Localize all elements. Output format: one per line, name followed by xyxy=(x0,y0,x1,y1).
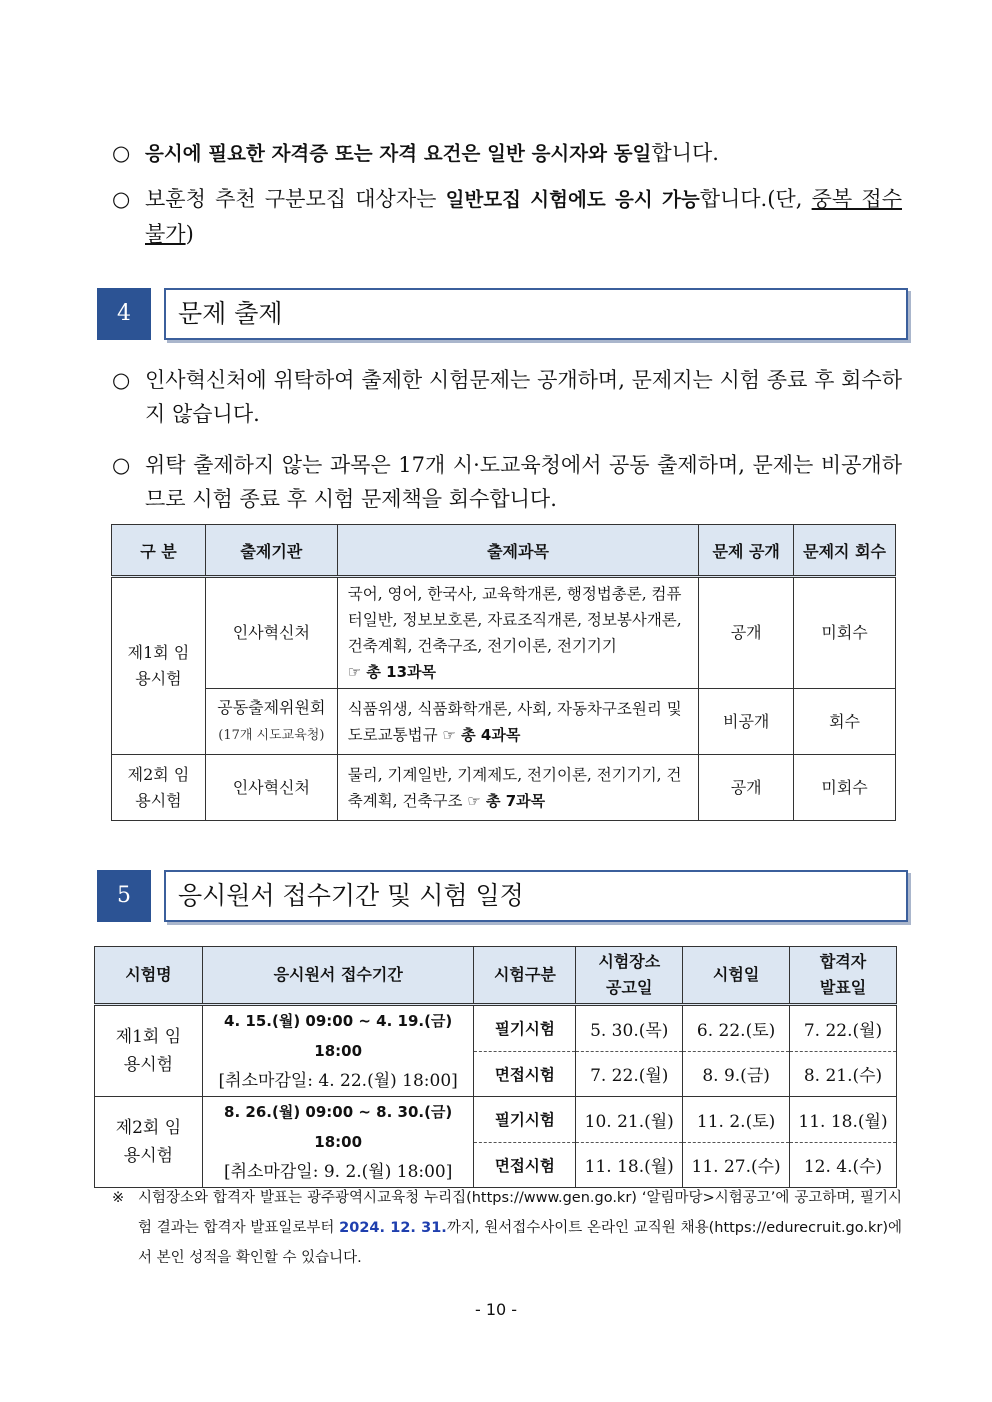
section-title: 응시원서 접수기간 및 시험 일정 xyxy=(164,870,908,922)
subjects-cell: 식품위생, 식품화학개론, 사회, 자동차구조원리 및 도로교통법규 ☞ 총 4과목 xyxy=(337,689,699,755)
question-source-table xyxy=(111,524,896,821)
bullet-public-questions: ○ 인사혁신처에 위탁하여 출제한 시험문제는 공개하며, 문제지는 시험 종료 후 회수하지 않습니다. xyxy=(112,363,902,431)
bullet-joint-questions: ○ 위탁 출제하지 않는 과목은 17개 시·도교육청에서 공동 출제하며, 문제는 비공개하므로 시험 종료 후 시험 문제책을 회수합니다. xyxy=(112,448,902,516)
bullet-mark: ○ xyxy=(112,141,131,165)
round-cell: 제2회 임용시험 xyxy=(112,755,206,821)
org-cell: 인사혁신처 xyxy=(205,755,337,821)
table-header-row: 구 분 출제기관 출제과목 문제 공개 문제지 회수 xyxy=(112,525,896,577)
note-mark: ※ xyxy=(112,1190,125,1206)
exam-name-cell: 제1회 임용시험 xyxy=(95,1005,203,1097)
period-cell: 8. 26.(월) 09:00 ~ 8. 30.(금) 18:00 [취소마감일: 9. 2.(월) 18:00] xyxy=(202,1097,474,1188)
org-cell: 인사혁신처 xyxy=(205,577,337,689)
table-row: 제1회 임용시험 4. 15.(월) 09:00 ~ 4. 19.(금) 18:00 [취소마감일: 4. 22.(월) 18:00] 필기시험 5. 30.(목) 6. 22.(토) 7. 22.(월) xyxy=(95,1005,897,1052)
footnote: ※ 시험장소와 합격자 발표는 광주광역시교육청 누리집(https://www.gen.go.kr) ‘알림마당>시험공고’에 공고하며, 필기시험 결과는 합격자 발표일로부터 2024. 12. 31.까지, 원서접수사이트 온라인 교직원 채용(https://edurecruit.go.kr)에서 본인 성적을 확인할 수 있습니다. xyxy=(112,1183,902,1273)
table-row: 제1회 임용시험 인사혁신처 국어, 영어, 한국사, 교육학개론, 행정법총론, 컴퓨터일반, 정보보호론, 자료조직개론, 정보봉사개론, 건축계획, 건축구조, 전기이론, 전기기기 ☞ 총 13과목 공개 미회수 xyxy=(112,577,896,689)
bullet-mark: ○ xyxy=(112,368,131,392)
table-row: 공동출제위원회 (17개 시도교육청) 식품위생, 식품화학개론, 사회, 자동차구조원리 및 도로교통법규 ☞ 총 4과목 비공개 회수 xyxy=(112,689,896,755)
exam-name-cell: 제2회 임용시험 xyxy=(95,1097,203,1188)
subjects-cell: 물리, 기계일반, 기계제도, 전기이론, 전기기기, 건축계획, 건축구조 ☞ 총 7과목 xyxy=(337,755,699,821)
section-title: 문제 출제 xyxy=(164,288,908,340)
table-row: 면접시험 7. 22.(월) 8. 9.(금) 8. 21.(수) xyxy=(95,1051,897,1096)
deadline-date: 2024. 12. 31. xyxy=(339,1220,447,1236)
bullet-mark: ○ xyxy=(112,187,131,211)
schedule-table xyxy=(94,946,897,1188)
round-cell: 제1회 임용시험 xyxy=(112,577,206,755)
bullet-veterans: ○ 보훈청 추천 구분모집 대상자는 일반모집 시험에도 응시 가능합니다.(단, 중복 접수 불가) xyxy=(112,182,902,251)
section-number: 5 xyxy=(97,870,151,922)
org-cell: 공동출제위원회 (17개 시도교육청) xyxy=(205,689,337,755)
table-header-row: 시험명 응시원서 접수기간 시험구분 시험장소 공고일 시험일 합격자 발표일 xyxy=(95,947,897,1005)
bullet-qualification: ○ 응시에 필요한 자격증 또는 자격 요건은 일반 응시자와 동일합니다. xyxy=(112,136,902,171)
period-cell: 4. 15.(월) 09:00 ~ 4. 19.(금) 18:00 [취소마감일: 4. 22.(월) 18:00] xyxy=(202,1005,474,1097)
bullet-mark: ○ xyxy=(112,453,131,477)
table-row: 제2회 임용시험 인사혁신처 물리, 기계일반, 기계제도, 전기이론, 전기기기, 건축계획, 건축구조 ☞ 총 7과목 공개 미회수 xyxy=(112,755,896,821)
section-number: 4 xyxy=(97,288,151,340)
table-row: 면접시험 11. 18.(월) 11. 27.(수) 12. 4.(수) xyxy=(95,1142,897,1188)
table-row: 제2회 임용시험 8. 26.(월) 09:00 ~ 8. 30.(금) 18:00 [취소마감일: 9. 2.(월) 18:00] 필기시험 10. 21.(월) 11. 2.(토) 11. 18.(월) xyxy=(95,1097,897,1143)
subjects-cell: 국어, 영어, 한국사, 교육학개론, 행정법총론, 컴퓨터일반, 정보보호론, 자료조직개론, 정보봉사개론, 건축계획, 건축구조, 전기이론, 전기기기 ☞ 총 13과목 xyxy=(337,577,699,689)
page-number: - 10 - xyxy=(474,1300,518,1319)
